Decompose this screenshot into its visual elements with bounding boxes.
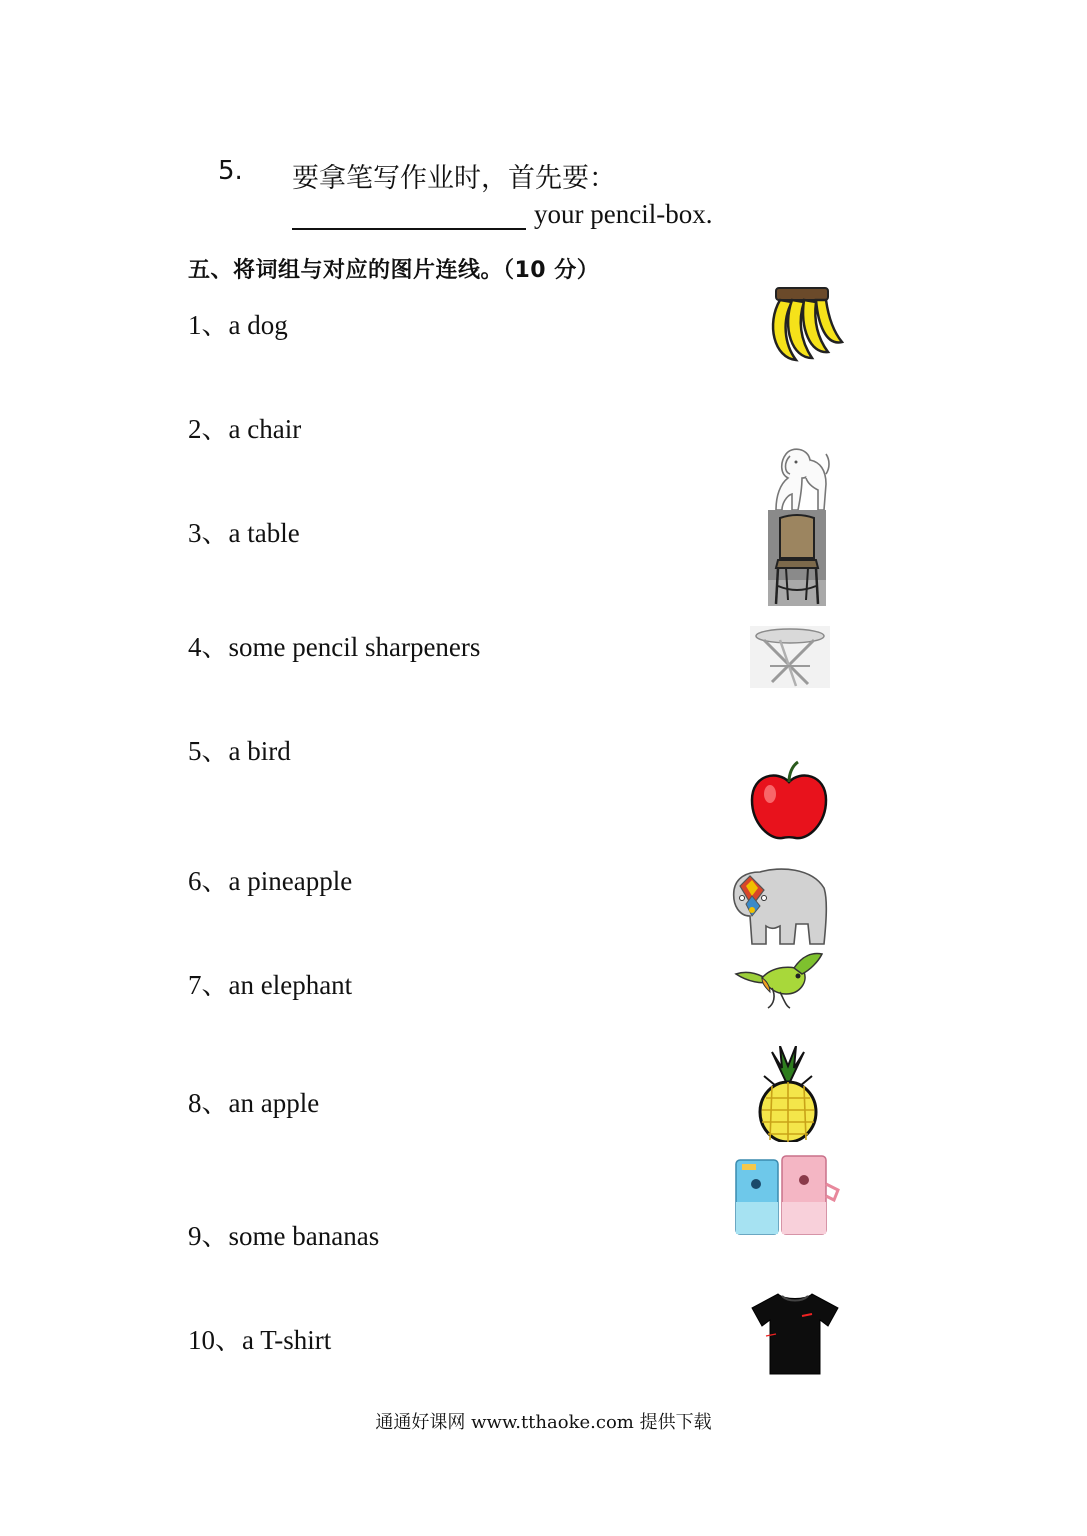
item-5: 5、a bird bbox=[188, 736, 291, 766]
question-5-prompt: 要拿笔写作业时，首先要： bbox=[292, 163, 616, 194]
section-title: 五、将词组与对应的图片连线。（10 分） bbox=[188, 258, 600, 283]
elephant-icon[interactable] bbox=[730, 866, 828, 946]
item-1: 1、a dog bbox=[188, 310, 288, 340]
question-5-answer-line bbox=[292, 199, 712, 230]
answer-blank[interactable] bbox=[292, 202, 526, 230]
bird-icon[interactable] bbox=[732, 948, 824, 1010]
item-2: 2、a chair bbox=[188, 414, 302, 444]
item-9: 9、some bananas bbox=[188, 1221, 380, 1251]
footer-source: 通通好课网 www.tthaoke.com 提供下载 bbox=[375, 1412, 712, 1433]
pencil-sharpeners-icon[interactable] bbox=[734, 1154, 842, 1238]
chair-icon[interactable] bbox=[768, 510, 826, 606]
pineapple-icon[interactable] bbox=[750, 1046, 826, 1142]
item-3: 3、a table bbox=[188, 518, 300, 548]
apple-icon[interactable] bbox=[748, 760, 830, 842]
item-7: 7、an elephant bbox=[188, 970, 353, 1000]
t-shirt-icon[interactable] bbox=[748, 1290, 842, 1378]
item-10: 10、a T-shirt bbox=[188, 1325, 332, 1355]
item-6: 6、a pineapple bbox=[188, 866, 353, 896]
dog-icon[interactable] bbox=[772, 444, 832, 512]
bananas-icon[interactable] bbox=[766, 284, 844, 364]
answer-suffix: your pencil-box. bbox=[534, 199, 713, 229]
table-icon[interactable] bbox=[750, 626, 830, 688]
item-8: 8、an apple bbox=[188, 1088, 320, 1118]
question-5-number: 5. bbox=[218, 156, 243, 186]
item-4: 4、some pencil sharpeners bbox=[188, 632, 481, 662]
